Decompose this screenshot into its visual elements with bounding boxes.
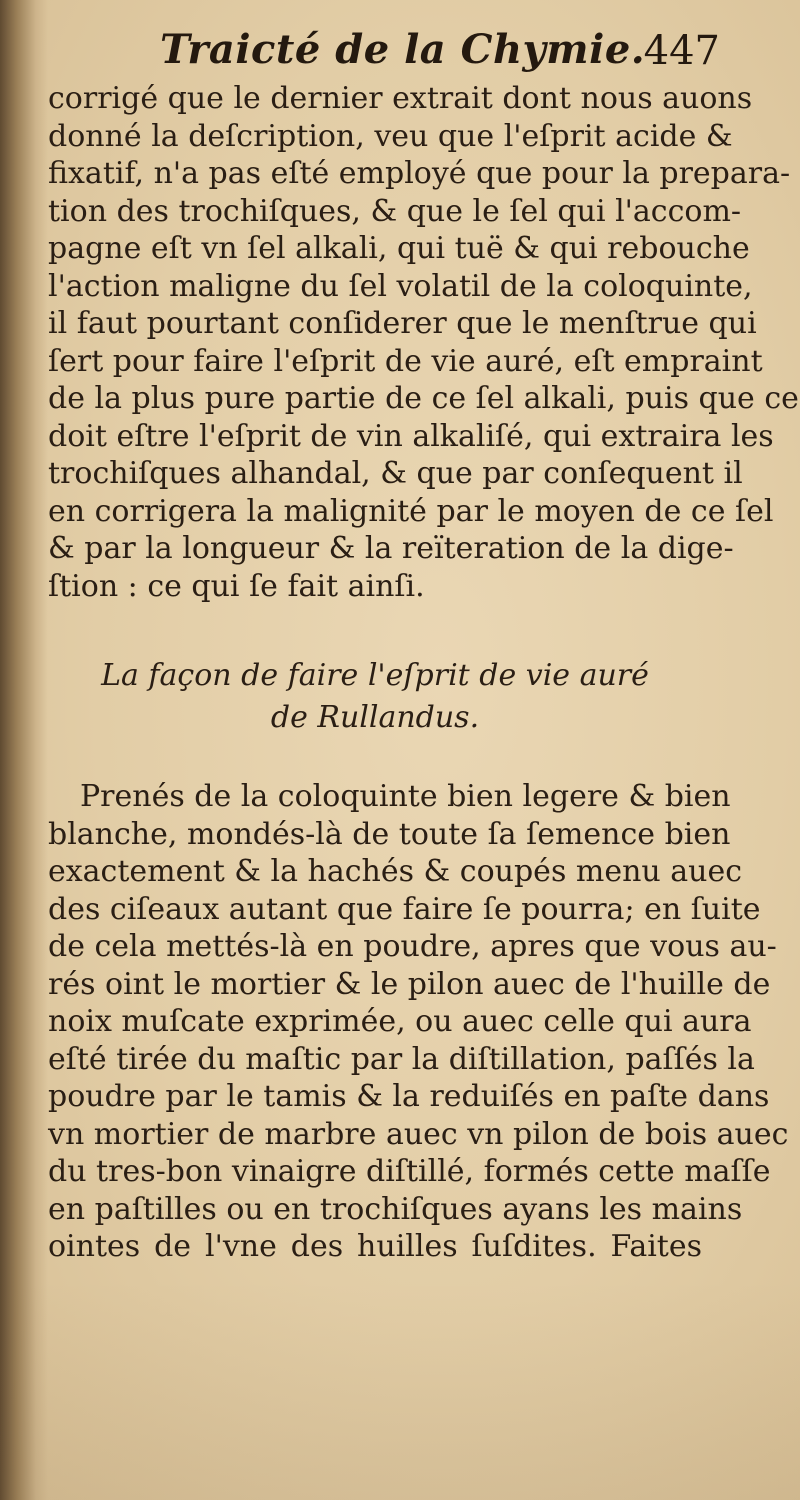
text-line: des ciſeaux autant que faire ſe pourra; en ſuite bbox=[48, 891, 761, 927]
text-line: ſert pour faire l'eſprit de vie auré, eſt empraint bbox=[48, 343, 763, 379]
section-heading bbox=[48, 655, 702, 739]
running-title: Traicté de la Chymie. bbox=[160, 26, 646, 73]
paragraph-1 bbox=[48, 80, 799, 605]
text-line: de la plus pure partie de ce ſel alkali, puis que ce bbox=[48, 381, 799, 416]
text-line: eſté tirée du maſtic par la diſtillation, paſſés la bbox=[48, 1041, 755, 1077]
text-line: de cela mettés-là en poudre, apres que vous au- bbox=[48, 929, 777, 964]
page-shadow bbox=[0, 1280, 800, 1500]
text-line: il faut pourtant conſiderer que le menſtrue qui bbox=[48, 306, 757, 341]
text-line: pagne eſt vn ſel alkali, qui tuë & qui rebouche bbox=[48, 231, 750, 266]
heading-line: de Rullandus. bbox=[270, 700, 480, 735]
heading-line: La façon de faire l'eſprit de vie auré bbox=[101, 658, 649, 693]
text-line: vn mortier de marbre auec vn pilon de bois auec bbox=[48, 1116, 789, 1152]
text-line: tion des trochiſques, & que le ſel qui l'accom- bbox=[48, 193, 742, 229]
text-line: exactement & la hachés & coupés menu auec bbox=[48, 854, 743, 889]
text-line: ſtion : ce qui ſe fait ainſi. bbox=[48, 568, 425, 604]
text-line: noix muſcate exprimée, ou auec celle qui aura bbox=[48, 1004, 752, 1039]
text-line: rés oint le mortier & le pilon auec de l'huille de bbox=[48, 966, 771, 1002]
binding-gutter bbox=[0, 0, 48, 1500]
text-line: ointes de l'vne des huilles ſuſdites. Faites bbox=[48, 1229, 702, 1264]
text-line: & par la longueur & la reïteration de la dige- bbox=[48, 531, 734, 566]
text-line: du tres-bon vinaigre diſtillé, formés cette maſſe bbox=[48, 1154, 771, 1189]
text-line: donné la deſcription, veu que l'eſprit acide & bbox=[48, 118, 733, 154]
text-line: en paſtilles ou en trochiſques ayans les mains bbox=[48, 1191, 743, 1227]
text-line: corrigé que le dernier extrait dont nous auons bbox=[48, 81, 753, 116]
text-line: l'action maligne du ſel volatil de la coloquinte, bbox=[48, 268, 753, 304]
text-line: fixatif, n'a pas eſté employé que pour la prepara- bbox=[48, 156, 791, 191]
page-header bbox=[160, 26, 720, 86]
text-line: doit eſtre l'eſprit de vin alkaliſé, qui extraira les bbox=[48, 418, 774, 454]
text-line: trochiſques alhandal, & que par conſequent il bbox=[48, 456, 743, 491]
page-number: 447 bbox=[643, 28, 720, 74]
text-line: Prenés de la coloquinte bien legere & bien bbox=[80, 779, 731, 814]
text-line: en corrigera la malignité par le moyen de ce ſel bbox=[48, 493, 774, 529]
paragraph-2 bbox=[48, 778, 789, 1266]
text-line: poudre par le tamis & la reduiſés en paſte dans bbox=[48, 1079, 770, 1114]
text-line: blanche, mondés-là de toute ſa ſemence bien bbox=[48, 816, 731, 852]
